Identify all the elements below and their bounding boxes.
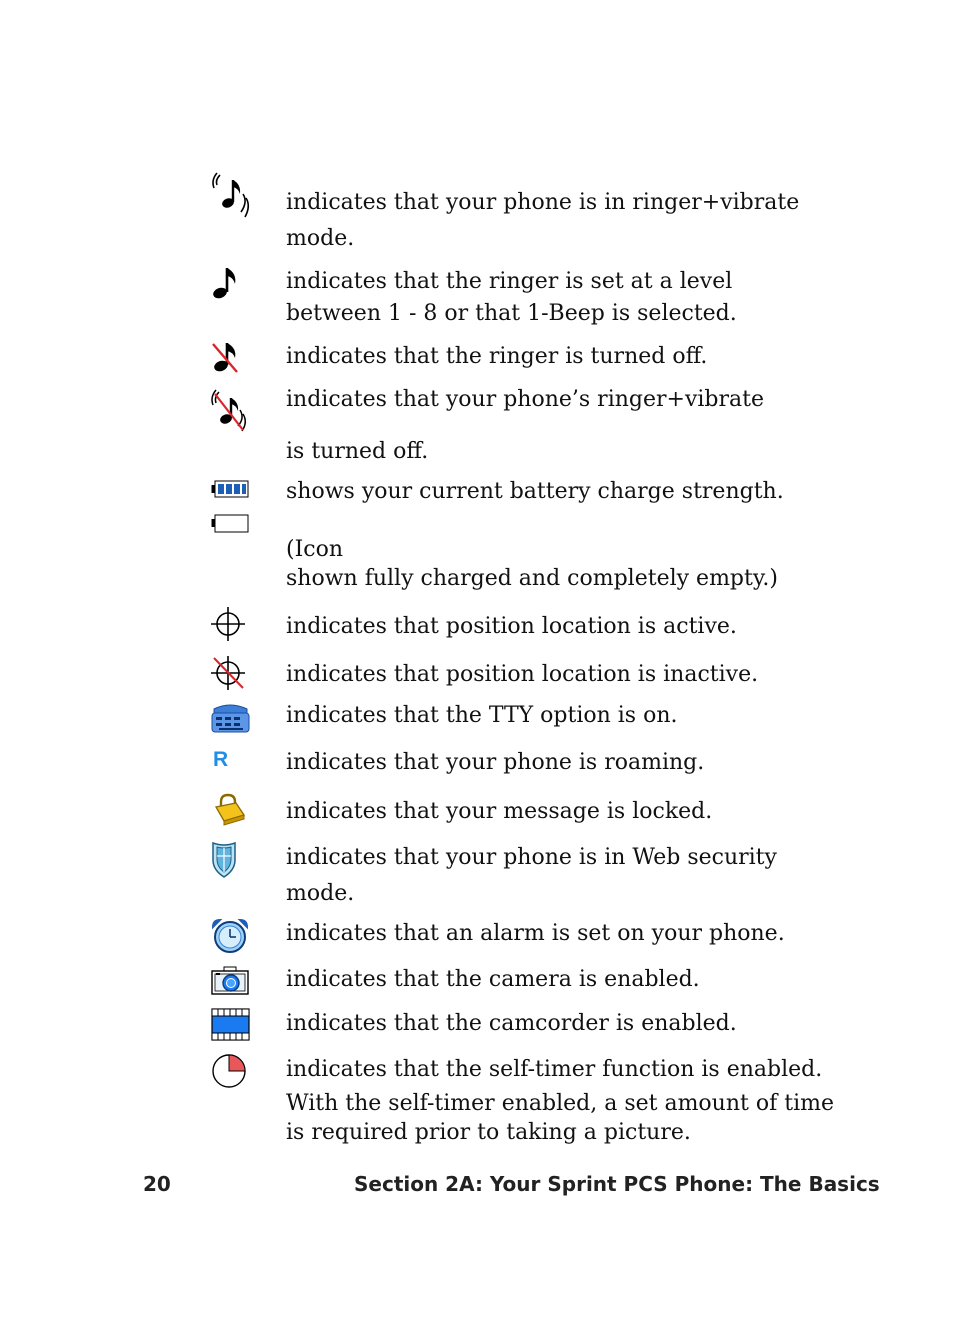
ringer-off-icon: [211, 340, 251, 380]
camera-icon: [211, 965, 251, 1005]
entry-text: indicates that your phone is in Web security: [286, 845, 777, 870]
entry-text: is turned off.: [286, 439, 429, 464]
entry-text: is required prior to taking a picture.: [286, 1120, 691, 1145]
entry-text: indicates that the camcorder is enabled.: [286, 1011, 737, 1036]
entry-text: indicates that the self-timer function is enabled.: [286, 1057, 823, 1082]
entry-text: between 1 - 8 or that 1-Beep is selected.: [286, 301, 737, 326]
ringer-vibrate-icon: [211, 172, 251, 212]
entry-text: indicates that the TTY option is on.: [286, 703, 678, 728]
ringer-vibrate-off-icon: [211, 390, 251, 430]
section-title: Section 2A: Your Sprint PCS Phone: The Basics: [354, 1172, 880, 1196]
entry-text: indicates that position location is active.: [286, 614, 737, 639]
camcorder-icon: [211, 1008, 251, 1048]
entry-text: indicates that your phone is roaming.: [286, 750, 705, 775]
self-timer-icon: [211, 1054, 251, 1094]
entry-text: indicates that an alarm is set on your phone.: [286, 921, 785, 946]
page-number: 20: [143, 1172, 171, 1196]
entry-text: (Icon: [286, 537, 344, 562]
entry-text: indicates that the ringer is turned off.: [286, 344, 708, 369]
alarm-clock-icon: [211, 919, 251, 959]
entry-text: indicates that the ringer is set at a level: [286, 269, 733, 294]
entry-text: mode.: [286, 881, 355, 906]
entry-text: mode.: [286, 226, 355, 251]
ringer-icon: [211, 266, 251, 306]
tty-icon: [211, 703, 251, 743]
battery-icon: [211, 480, 251, 520]
roaming-icon: R: [213, 748, 229, 771]
entry-text: shows your current battery charge strength.: [286, 479, 784, 504]
entry-text: indicates that your phone is in ringer+vibrate: [286, 190, 800, 215]
entry-text: indicates that position location is inactive.: [286, 662, 759, 687]
entry-text: indicates that the camera is enabled.: [286, 967, 700, 992]
location-off-icon: [211, 656, 251, 696]
web-security-icon: [211, 840, 251, 880]
lock-icon: [211, 793, 251, 833]
location-on-icon: [211, 607, 251, 647]
entry-text: indicates that your phone’s ringer+vibrate: [286, 387, 764, 412]
entry-text: indicates that your message is locked.: [286, 799, 713, 824]
entry-text: With the self-timer enabled, a set amount of time: [286, 1091, 834, 1116]
entry-text: shown fully charged and completely empty.): [286, 566, 778, 591]
